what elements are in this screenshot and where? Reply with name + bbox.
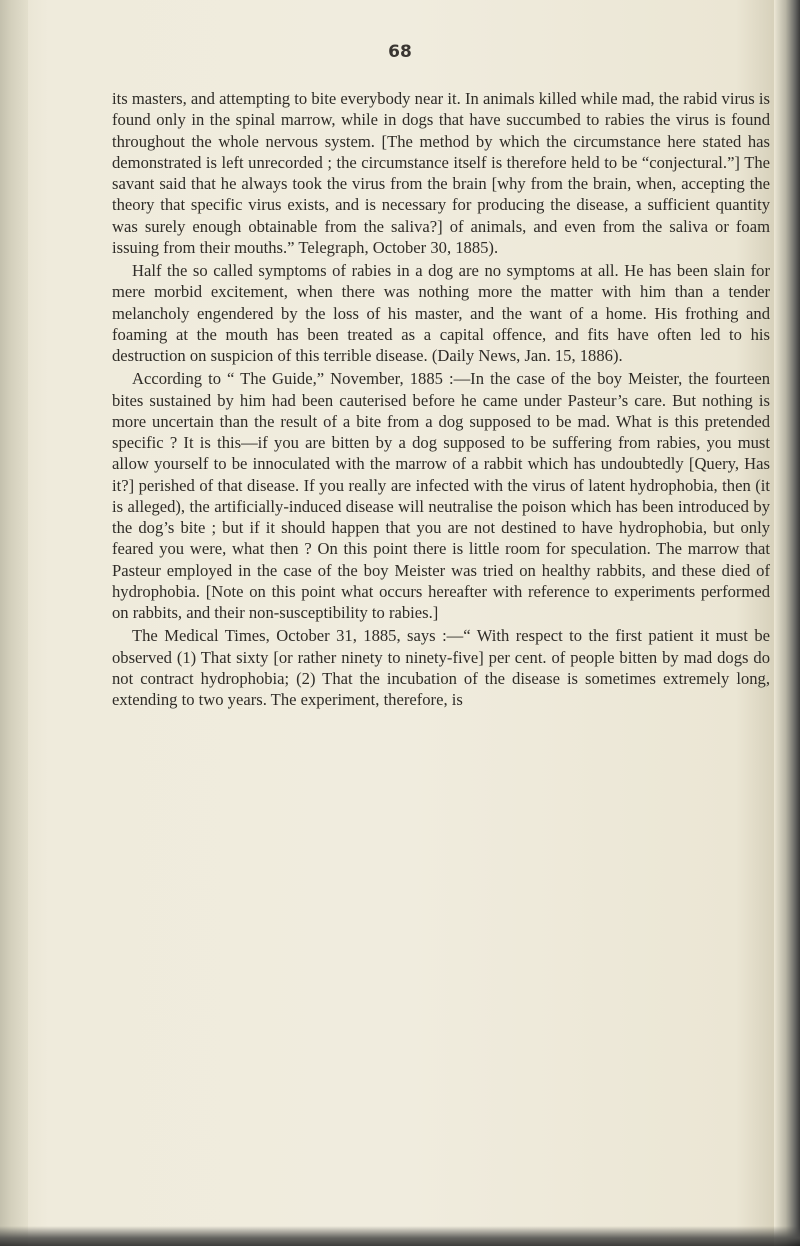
paragraph: Half the so called symptoms of rabies in a dog are no symptoms at all. He has been slain for mere morbid excitement, when there was nothing more the matter with him than a tender melancholy engendered by the loss of his master, and the want of a home. His frothing and foaming at the mouth has been treated as a capital offence, and fits have often led to his destruction on suspicion of this terrible disease. (Daily News, Jan. 15, 1886). bbox=[112, 261, 770, 365]
paragraph: According to “ The Guide,” November, 1885 :—In the case of the boy Meister, the fourteen bites sustained by him had been cauterised before he came under Pasteur’s care. But nothing is more uncertain than the result of a bite from a dog supposed to be mad. What is this pretended specific ? It is this—if you are bitten by a dog supposed to be suffering from rabies, you must allow yourself to be innoculated with the marrow of a rabbit which has undoubtedly [Query, Has it?] perished of that disease. If you really are infected with the virus of latent hydrophobia, then (it is alleged), the artificially-induced disease will neutralise the poison which has been introduced by the dog’s bite ; but if it should happen that you are not destined to have hydrophobia, but only feared you were, what then ? On this point there is little room for speculation. The marrow that Pasteur employed in the case of the boy Meister was tried on healthy rabbits, and these died of hydrophobia. [Note on this point what occurs hereafter with reference to experiments performed on rabbits, and their non-susceptibility to rabies.] bbox=[112, 369, 770, 622]
page-number: 68 bbox=[388, 42, 412, 62]
page-gutter-left bbox=[0, 0, 28, 1246]
page-edge-bottom bbox=[0, 1226, 800, 1246]
body-text bbox=[112, 88, 770, 710]
paragraph: The Medical Times, October 31, 1885, says :—“ With respect to the first patient it must be observed (1) That sixty [or rather ninety to ninety-five] per cent. of people bitten by mad dogs do not contract hydrophobia; (2) That the incubation of the disease is sometimes extremely long, extending to two years. The experiment, therefore, is bbox=[112, 626, 770, 709]
page-edge-right bbox=[774, 0, 800, 1246]
paragraph: its masters, and attempting to bite everybody near it. In animals killed while mad, the rabid virus is found only in the spinal marrow, while in dogs that have succumbed to rabies the virus is found throughout the whole nervous system. [The method by which the circumstance here stated has demonstrated is left unrecorded ; the circumstance itself is therefore held to be “conjectural.”] The savant said that he always took the virus from the brain [why from the brain, when, accepting the theory that specific virus exists, and is necessary for producing the disease, a sufficient quantity was surely enough obtainable from the saliva?] of animals, and even from the saliva or foam issuing from their mouths.” Telegraph, October 30, 1885). bbox=[112, 89, 770, 257]
